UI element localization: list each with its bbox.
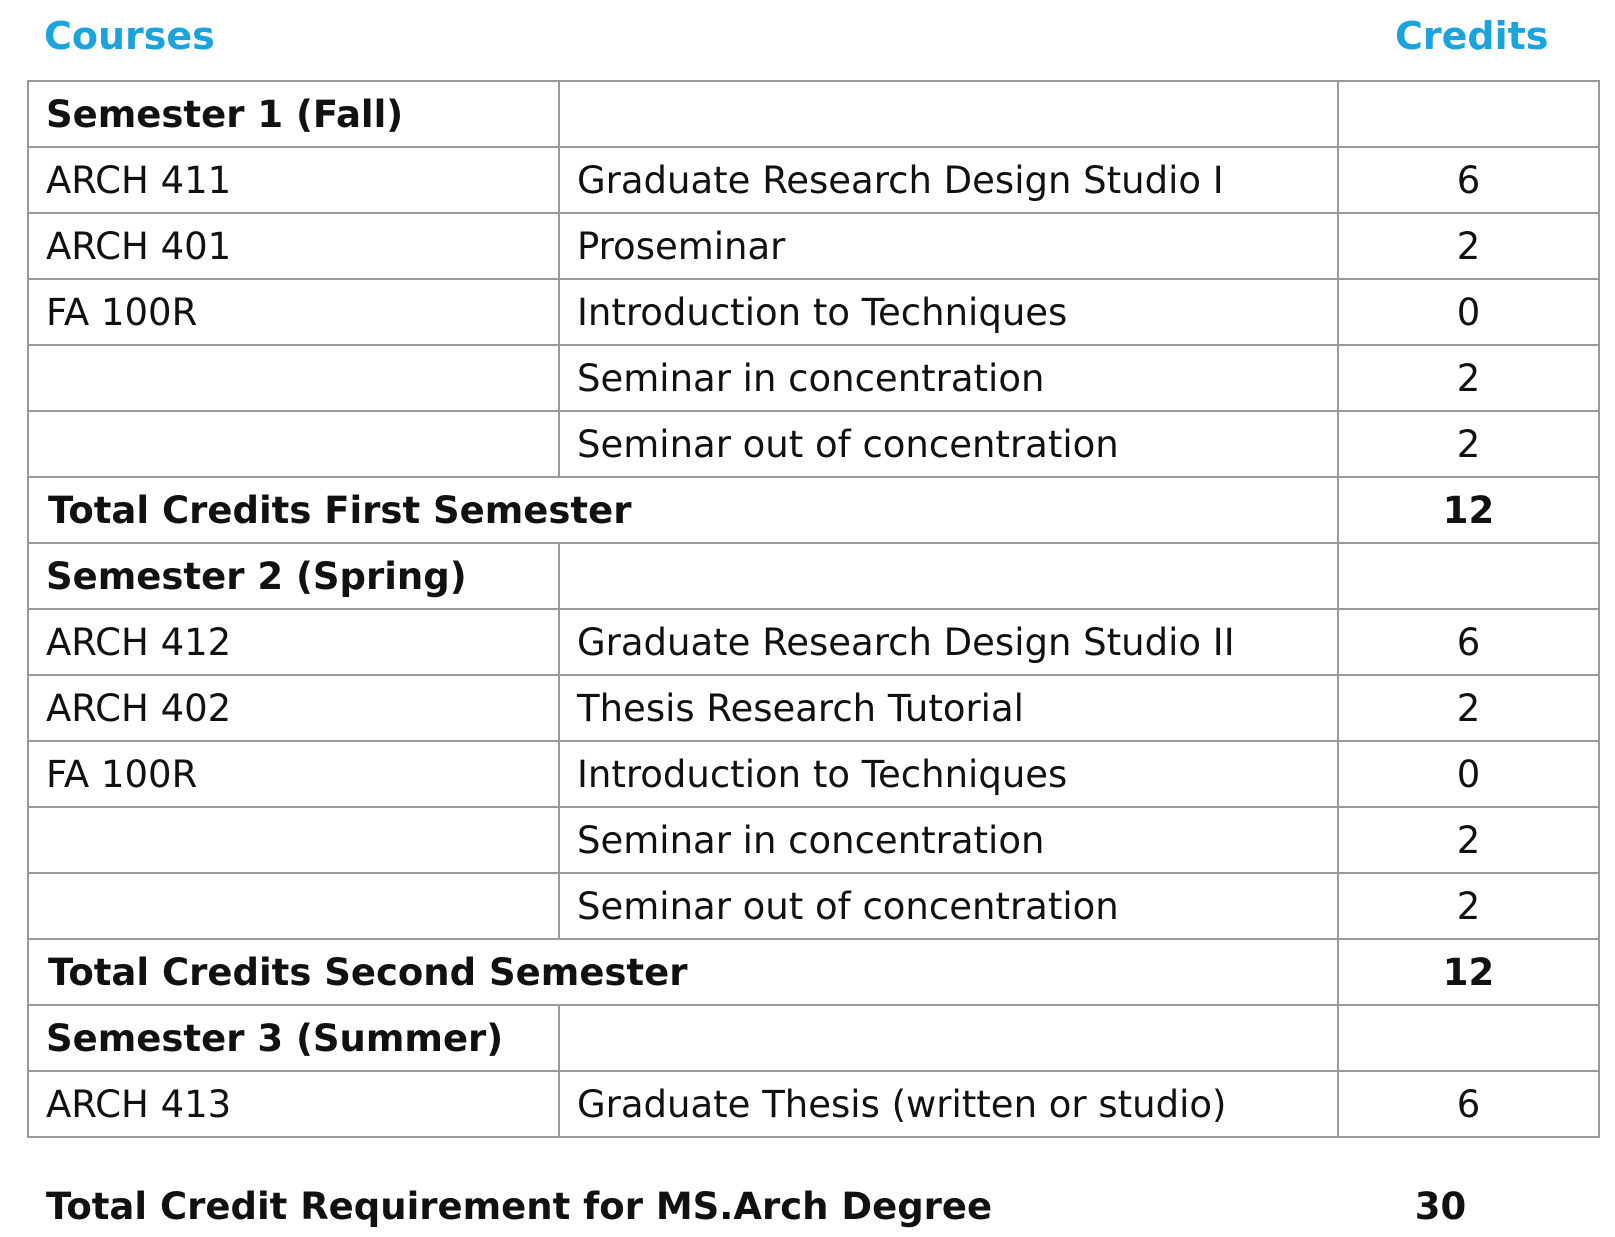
course-name: Seminar out of concentration — [559, 411, 1338, 477]
course-credits: 2 — [1338, 675, 1599, 741]
semester-header-row — [28, 81, 1599, 147]
course-code — [28, 807, 559, 873]
course-name: Seminar in concentration — [559, 807, 1338, 873]
course-row — [28, 411, 1599, 477]
empty-cell — [559, 543, 1338, 609]
course-code: ARCH 401 — [28, 213, 559, 279]
curriculum-table-body — [28, 81, 1599, 1137]
course-credits: 2 — [1338, 213, 1599, 279]
course-row — [28, 213, 1599, 279]
empty-cell — [1338, 81, 1599, 147]
course-row — [28, 741, 1599, 807]
course-code — [28, 345, 559, 411]
course-credits: 2 — [1338, 411, 1599, 477]
course-name: Graduate Thesis (written or studio) — [559, 1071, 1338, 1137]
course-code: ARCH 413 — [28, 1071, 559, 1137]
course-credits: 2 — [1338, 345, 1599, 411]
course-code — [28, 411, 559, 477]
courses-column-header: Courses — [44, 14, 215, 58]
course-row — [28, 609, 1599, 675]
course-credits: 2 — [1338, 807, 1599, 873]
course-row — [28, 675, 1599, 741]
course-row — [28, 279, 1599, 345]
course-code: ARCH 412 — [28, 609, 559, 675]
course-name: Introduction to Techniques — [559, 279, 1338, 345]
semester-total-credits: 12 — [1338, 939, 1599, 1005]
semester-total-label: Total Credits First Semester — [28, 477, 1338, 543]
semester-title: Semester 3 (Summer) — [28, 1005, 559, 1071]
semester-total-row — [28, 939, 1599, 1005]
semester-header-row — [28, 1005, 1599, 1071]
degree-total-credits: 30 — [1414, 1185, 1467, 1228]
semester-total-credits: 12 — [1338, 477, 1599, 543]
degree-total-label: Total Credit Requirement for MS.Arch Degree — [46, 1185, 993, 1228]
course-row — [28, 147, 1599, 213]
course-credits: 0 — [1338, 741, 1599, 807]
course-credits: 0 — [1338, 279, 1599, 345]
curriculum-table — [27, 80, 1600, 1138]
semester-title: Semester 1 (Fall) — [28, 81, 559, 147]
semester-total-row — [28, 477, 1599, 543]
empty-cell — [1338, 543, 1599, 609]
course-row — [28, 873, 1599, 939]
course-name: Seminar out of concentration — [559, 873, 1338, 939]
empty-cell — [1338, 1005, 1599, 1071]
semester-total-label: Total Credits Second Semester — [28, 939, 1338, 1005]
course-name: Seminar in concentration — [559, 345, 1338, 411]
course-name: Thesis Research Tutorial — [559, 675, 1338, 741]
course-code — [28, 873, 559, 939]
course-credits: 6 — [1338, 1071, 1599, 1137]
semester-header-row — [28, 543, 1599, 609]
degree-total-row — [46, 1185, 1598, 1237]
course-name: Introduction to Techniques — [559, 741, 1338, 807]
course-row — [28, 1071, 1599, 1137]
course-name: Graduate Research Design Studio II — [559, 609, 1338, 675]
course-row — [28, 807, 1599, 873]
course-credits: 6 — [1338, 609, 1599, 675]
credits-column-header: Credits — [1395, 14, 1549, 58]
course-code: ARCH 411 — [28, 147, 559, 213]
empty-cell — [559, 81, 1338, 147]
course-code: FA 100R — [28, 279, 559, 345]
course-name: Graduate Research Design Studio I — [559, 147, 1338, 213]
empty-cell — [559, 1005, 1338, 1071]
course-row — [28, 345, 1599, 411]
course-code: ARCH 402 — [28, 675, 559, 741]
course-credits: 2 — [1338, 873, 1599, 939]
course-credits: 6 — [1338, 147, 1599, 213]
course-code: FA 100R — [28, 741, 559, 807]
course-name: Proseminar — [559, 213, 1338, 279]
semester-title: Semester 2 (Spring) — [28, 543, 559, 609]
